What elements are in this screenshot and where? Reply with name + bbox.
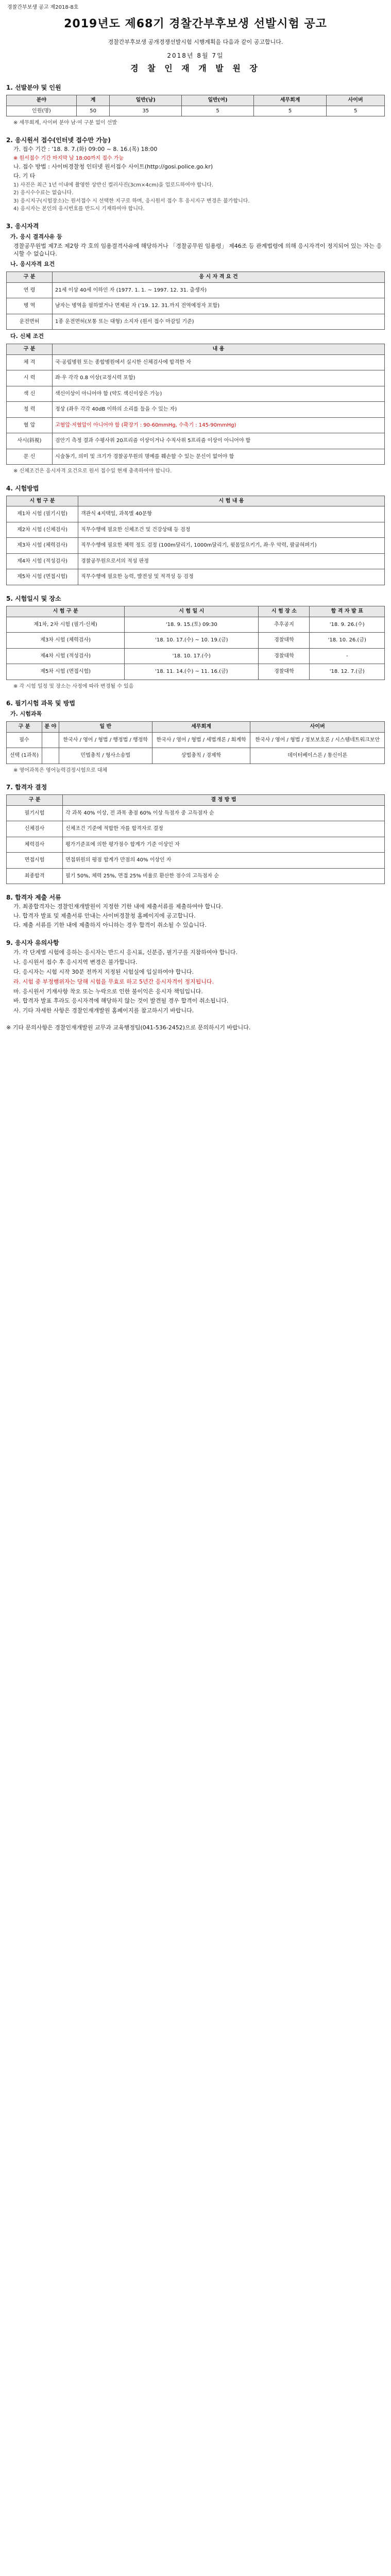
table-cell: 면접시험 (7, 853, 63, 869)
table-header: 시 험 일 시 (125, 606, 259, 617)
table-cell: 운전면허 (7, 314, 53, 330)
table-cell: 시 력 (7, 370, 53, 386)
table-row (7, 821, 385, 837)
table-cell: 한국사 / 영어 / 형법 / 정보보호론 / 시스템네트워크보안 (250, 732, 385, 748)
section-5-heading: 5. 시험일시 및 장소 (6, 595, 61, 602)
table-row (7, 853, 385, 869)
intro-text: 경찰간부후보생 공개경쟁선발시험 시행계획을 다음과 같이 공고합니다. (108, 39, 283, 46)
list-item: 다. 응시자는 시험 시작 30분 전까지 지정된 시험실에 입실하여야 합니다. (13, 968, 194, 975)
table-header: 응 시 자 격 요 건 (53, 272, 385, 283)
paragraph: 경찰공무원법 제7조 제2항 각 호의 임용결격사유에 해당하거나 「경찰공무원 임용령」 제46조 등 관계법령에 의해 응시자격이 정지되어 있는 자는 응시할 수 없습니다. (13, 242, 382, 257)
table-header: 합 격 자 발 표 (310, 606, 385, 617)
table-cell: 최종합격 (7, 868, 63, 884)
table-cell: 제1차 시험 (필기시험) (7, 506, 78, 522)
table-row (7, 522, 385, 538)
section-note: ※ 영어과목은 영어능력검정시험으로 대체 (13, 767, 108, 773)
exam-method-table (6, 496, 385, 585)
table-cell: '18. 11. 14.(수) ~ 11. 16.(금) (125, 664, 259, 680)
document-number: 경찰간부보생 공고 제2018-8호 (7, 5, 79, 10)
table-cell: 필수 (7, 732, 42, 748)
section-6-heading: 6. 필기시험 과목 및 방법 (6, 700, 75, 707)
table-row (7, 433, 385, 449)
section-note: ※ 신체조건은 응시자격 요건으로 원서 접수일 현재 충족하여야 합니다. (13, 468, 172, 474)
table-cell: 경찰대학 (259, 648, 310, 664)
table-row (7, 805, 385, 821)
table-row (7, 506, 385, 522)
table-cell: 남자는 병역을 필하였거나 면제된 자 (‘19. 12. 31.까지 전역예정자 포함) (53, 298, 385, 314)
subjects-table (6, 721, 385, 764)
table-cell: 5 (253, 106, 326, 116)
table-cell: 경찰대학 (259, 633, 310, 649)
table-cell: '18. 9. 15.(토) 09:30 (125, 617, 259, 633)
table-cell: 데이터베이스론 / 통신이론 (250, 748, 385, 764)
table-cell: 민법총칙 / 형사소송법 (59, 748, 152, 764)
list-item: 다. 제출 서류를 기한 내에 제출하지 아니하는 경우 합격이 취소될 수 있습니다. (13, 922, 207, 929)
table-row (7, 664, 385, 680)
table-row (7, 553, 385, 569)
table-cell: 문 신 (7, 449, 53, 465)
table-cell (42, 748, 59, 764)
table-header: 내 용 (53, 344, 385, 355)
list-item: 나. 합격자 발표 및 제출서류 안내는 사이버경찰청 홈페이지에 공고합니다. (13, 912, 196, 920)
subsection-heading: 다. 신체 조건 (10, 333, 44, 340)
table-cell: 정상 (좌우 각각 40dB 이하의 소리를 들을 수 있는 자) (53, 402, 385, 418)
table-header: 결 정 방 법 (63, 795, 385, 806)
table-row (7, 402, 385, 418)
table-cell: 제5차 시험 (면접시험) (7, 569, 78, 585)
table-header: 세무회계 (152, 722, 250, 733)
table-row (7, 732, 385, 748)
table-cell: 사시(斜視) (7, 433, 53, 449)
table-row (7, 569, 385, 585)
table-header: 구 분 (7, 722, 42, 733)
table-cell: 5 (182, 106, 254, 116)
table-cell: 직무수행에 필요한 체력 정도 검정 (100m달리기, 1000m달리기, 윗몸일으키기, 좌·우 악력, 팔굽혀펴기) (78, 538, 385, 554)
table-cell: 21세 이상 40세 이하인 자 (1977. 1. 1. ~ 1997. 12. 31. 출생자) (53, 282, 385, 298)
section-note: ※ 세무회계, 사이버 분야 남·여 구분 없이 선발 (13, 120, 117, 126)
table-row (7, 837, 385, 853)
announcement-date: 2018년 8월 7일 (167, 52, 224, 60)
table-cell: '18. 10. 17.(수) (125, 648, 259, 664)
table-cell: 직무수행에 필요한 능력, 발전성 및 적격성 등 검정 (78, 569, 385, 585)
table-cell: 선택 (1과목) (7, 748, 42, 764)
list-item: 가. 각 단계별 시험에 응하는 응시자는 반드시 응시표, 신분증, 필기구를 지참하여야 합니다. (13, 949, 237, 956)
table-row (7, 648, 385, 664)
table-cell: 추후공지 (259, 617, 310, 633)
announcement-page (6, 0, 385, 1042)
table-cell: 국·공립병원 또는 종합병원에서 실시한 신체검사에 합격한 자 (53, 354, 385, 370)
table-cell: 시술동기, 의미 및 크기가 경찰공무원의 명예를 훼손할 수 있는 문신이 없어야 함 (53, 449, 385, 465)
table-cell: 검안기 측정 결과 수평사위 20프리즘 이상이거나 수직사위 5프리즘 이상이 아니어야 함 (53, 433, 385, 449)
issuing-organization: 경 찰 인 재 개 발 원 장 (130, 63, 261, 74)
table-row (7, 617, 385, 633)
list-item: 4) 응시자는 본인의 응시번호를 반드시 기재하여야 합니다. (13, 206, 145, 212)
list-item: 바. 합격자 발표 후라도 응시자격에 해당하지 않는 것이 발견될 경우 합격이 취소됩니다. (13, 997, 229, 1005)
list-item: 3) 응시지구(시험장소)는 원서접수 시 선택한 지구로 하며, 응시원서 접수 후 응시지구 변경은 불가합니다. (13, 198, 250, 204)
table-cell: 청 력 (7, 402, 53, 418)
section-2-heading: 2. 응시원서 접수(인터넷 접수만 가능) (6, 136, 111, 144)
table-cell: 제1차, 2차 시험 (필기·신체) (7, 617, 125, 633)
table-cell: 경찰공무원으로서의 적성 판정 (78, 553, 385, 569)
table-cell: 제4차 시험 (적성검사) (7, 648, 125, 664)
table-cell: 50 (76, 106, 109, 116)
schedule-table (6, 606, 385, 680)
table-row (7, 354, 385, 370)
table-cell: 1종 운전면허(보통 또는 대형) 소지자 (원서 접수 마감일 기준) (53, 314, 385, 330)
table-header: 시 험 구 분 (7, 496, 78, 506)
page-title: 2019년도 제68기 경찰간부후보생 선발시험 공고 (64, 17, 327, 30)
table-row (7, 748, 385, 764)
table-header: 일반(남) (110, 95, 182, 106)
table-header: 구 분 (7, 344, 53, 355)
list-item: 나. 접수 방법 : 사이버경찰청 인터넷 원서접수 사이트(http://gosi.police.go.kr) (13, 163, 213, 171)
table-cell: 제4차 시험 (적성검사) (7, 553, 78, 569)
table-header: 사이버 (327, 95, 385, 106)
table-row (7, 370, 385, 386)
list-item: 사. 기타 자세한 사항은 경찰인재개발원 홈페이지를 참고하시기 바랍니다. (13, 1007, 194, 1014)
section-7-heading: 7. 합격자 결정 (6, 784, 47, 791)
table-header: 분 야 (42, 722, 59, 733)
table-row (7, 386, 385, 402)
table-cell: 혈 압 (7, 417, 53, 433)
table-header: 계 (76, 95, 109, 106)
table-cell: 5 (327, 106, 385, 116)
section-1-heading: 1. 선발분야 및 인원 (6, 83, 61, 91)
table-cell: '18. 10. 26.(금) (310, 633, 385, 649)
table-row (7, 449, 385, 465)
table-row (7, 417, 385, 433)
table-cell: 체 격 (7, 354, 53, 370)
contact-info: ※ 기타 문의사항은 경찰인재개발원 교무과 교육행정팀(041-536-2452)으로 문의하시기 바랍니다. (6, 1024, 251, 1031)
list-item: 1) 사진은 최근 1년 이내에 촬영한 상반신 컬러사진(3cm×4cm)을 업로드하여야 합니다. (13, 182, 213, 188)
positions-table (6, 95, 385, 116)
table-cell: 경찰대학 (259, 664, 310, 680)
table-cell: 연 령 (7, 282, 53, 298)
list-item: 2) 응시수수료는 없습니다. (13, 190, 74, 196)
table-cell: - (310, 648, 385, 664)
table-cell: 필기 50%, 체력 25%, 면접 25% 비율로 환산한 점수의 고득점자 순 (63, 868, 385, 884)
list-item: 마. 응시원서 기재사항 착오 또는 누락으로 인한 불이익은 응시자 책임입니다. (13, 988, 203, 995)
list-item: 나. 응시원서 접수 후 응시지역 변경은 불가합니다. (13, 958, 138, 965)
body-conditions-table (6, 344, 385, 465)
table-row (7, 633, 385, 649)
table-cell: 제3차 시험 (체력검사) (7, 538, 78, 554)
list-item: ※ 원서접수 기간 마지막 날 18:00까지 접수 가능 (13, 155, 124, 161)
table-header: 시 험 장 소 (259, 606, 310, 617)
section-note: ※ 각 시험 일정 및 장소는 사정에 따라 변경될 수 있음 (13, 683, 134, 689)
pass-criteria-table (6, 794, 385, 884)
table-cell: 색 신 (7, 386, 53, 402)
table-header: 일반(여) (182, 95, 254, 106)
table-cell: 인원(명) (7, 106, 77, 116)
table-cell: 상법총칙 / 경제학 (152, 748, 250, 764)
section-9-heading: 9. 응시자 유의사항 (6, 939, 59, 946)
list-item: 가. 접수 기간 : '18. 8. 7.(화) 09:00 ~ 8. 16.(목) 18:00 (13, 145, 158, 152)
subsection-heading: 가. 시험과목 (10, 710, 42, 718)
table-cell: 제2차 시험 (신체검사) (7, 522, 78, 538)
table-header: 구 분 (7, 272, 53, 283)
requirements-table (6, 272, 385, 330)
subsection-heading: 나. 응시자격 요건 (10, 261, 55, 268)
table-cell: 병 역 (7, 298, 53, 314)
subsection-heading: 가. 응시 결격사유 등 (10, 233, 62, 240)
table-header: 일 반 (59, 722, 152, 733)
table-cell: '18. 10. 17.(수) ~ 10. 19.(금) (125, 633, 259, 649)
table-cell: 각 과목 40% 이상, 전 과목 총점 60% 이상 득점자 중 고득점자 순 (63, 805, 385, 821)
table-cell (42, 732, 59, 748)
table-header: 시 험 구 분 (7, 606, 125, 617)
table-cell: 평가기준표에 의한 평가점수 합계가 기준 이상인 자 (63, 837, 385, 853)
table-header: 사이버 (250, 722, 385, 733)
table-cell: '18. 9. 26.(수) (310, 617, 385, 633)
table-cell: 객관식 4지택일, 과목별 40문항 (78, 506, 385, 522)
table-cell: 직무수행에 필요한 신체조건 및 건강상태 등 검정 (78, 522, 385, 538)
section-4-heading: 4. 시험방법 (6, 484, 39, 492)
section-3-heading: 3. 응시자격 (6, 222, 39, 230)
table-cell: 면접위원의 평점 합계가 만점의 40% 이상인 자 (63, 853, 385, 869)
table-row (7, 298, 385, 314)
table-cell: 제3차 시험 (체력검사) (7, 633, 125, 649)
table-cell: 35 (110, 106, 182, 116)
list-item: 다. 기 타 (13, 172, 36, 179)
table-header: 분야 (7, 95, 77, 106)
table-cell: 고혈압·저혈압이 아니어야 함 (확장기 : 90-60mmHg, 수축기 : 145-90mmHg) (53, 417, 385, 433)
table-cell: 신체조건 기준에 적합한 자를 합격자로 결정 (63, 821, 385, 837)
table-cell: 한국사 / 영어 / 형법 / 세법개론 / 회계학 (152, 732, 250, 748)
table-header: 구 분 (7, 795, 63, 806)
table-row (7, 868, 385, 884)
table-header: 시 험 내 용 (78, 496, 385, 506)
table-cell: 색신이상이 아니어야 함 (약도 색신이상은 가능) (53, 386, 385, 402)
table-cell: 한국사 / 영어 / 형법 / 행정법 / 행정학 (59, 732, 152, 748)
list-item: 라. 시험 중 부정행위자는 당해 시험을 무효로 하고 5년간 응시자격이 정지됩니다. (13, 978, 214, 985)
table-cell: 신체검사 (7, 821, 63, 837)
section-8-heading: 8. 합격자 제출 서류 (6, 894, 61, 902)
table-row (7, 538, 385, 554)
table-header: 세무회계 (253, 95, 326, 106)
table-row (7, 106, 385, 116)
table-cell: 체력검사 (7, 837, 63, 853)
table-cell: 제5차 시험 (면접시험) (7, 664, 125, 680)
table-cell: 필기시험 (7, 805, 63, 821)
table-cell: 좌·우 각각 0.8 이상(교정시력 포함) (53, 370, 385, 386)
table-row (7, 314, 385, 330)
table-row (7, 282, 385, 298)
table-cell: '18. 12. 7.(금) (310, 664, 385, 680)
list-item: 가. 최종합격자는 경찰인재개발원이 지정한 기한 내에 제출서류를 제출하여야 합니다. (13, 903, 223, 910)
